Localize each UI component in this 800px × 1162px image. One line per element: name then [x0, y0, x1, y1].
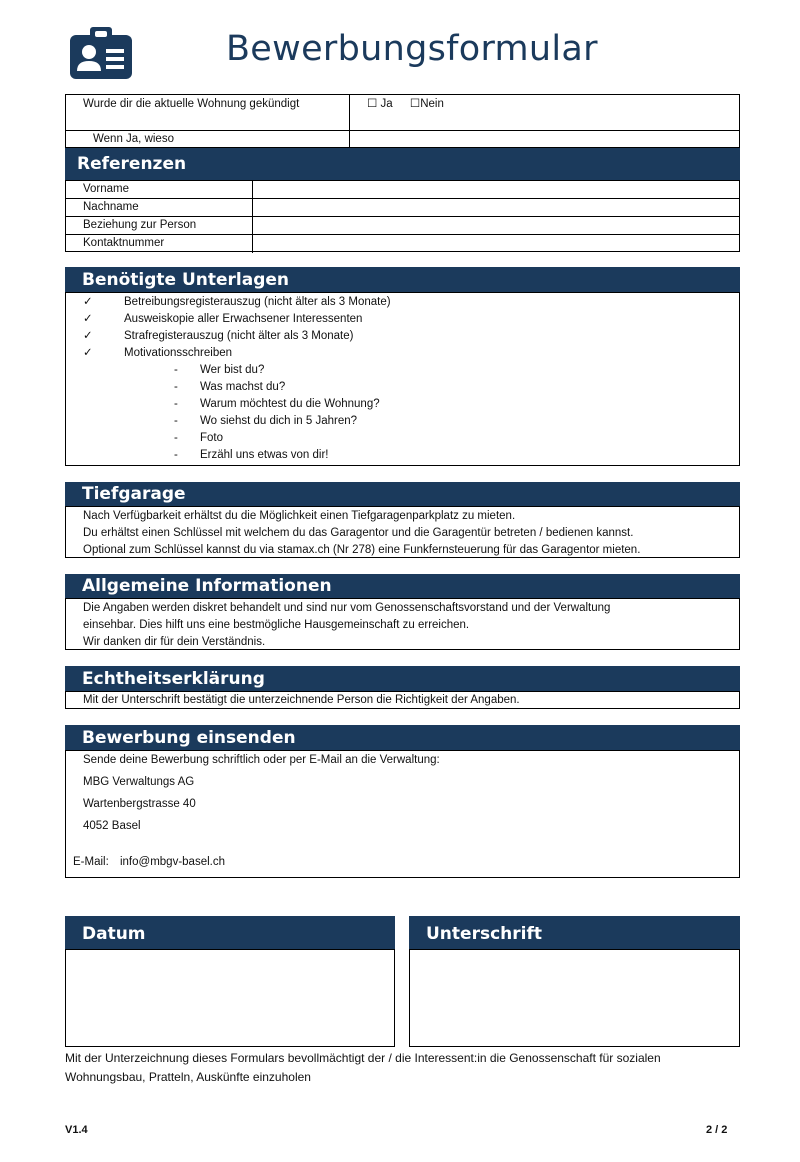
checkmark-icon: ✓ — [83, 313, 93, 325]
motivation-subitem — [66, 413, 739, 430]
einsenden-header: Bewerbung einsenden — [65, 725, 740, 750]
referenzen-label: Beziehung zur Person — [83, 219, 197, 231]
echtheit-header: Echtheitserklärung — [65, 666, 740, 691]
unterschrift-field[interactable] — [409, 949, 740, 1047]
tiefgarage-line: Optional zum Schlüssel kannst du via stamax.ch (Nr 278) eine Funkfernsteuerung für das Garagentor mieten. — [83, 544, 641, 556]
datum-field[interactable] — [65, 949, 395, 1047]
motivation-subitem — [66, 447, 739, 464]
referenzen-value-field[interactable] — [252, 235, 739, 253]
document-item-label: Ausweiskopie aller Erwachsener Interessenten — [124, 313, 363, 325]
motivation-subitem-label: Warum möchtest du die Wohnung? — [200, 398, 380, 410]
referenzen-value-field[interactable] — [252, 217, 739, 234]
allgemein-box — [65, 598, 740, 650]
einsenden-intro: Sende deine Bewerbung schriftlich oder per E-Mail an die Verwaltung: — [83, 754, 440, 766]
motivation-subitem — [66, 379, 739, 396]
referenzen-value-field[interactable] — [252, 199, 739, 216]
einsenden-box — [65, 750, 740, 878]
termination-question: Wurde dir die aktuelle Wohnung gekündigt — [83, 98, 300, 110]
checkmark-icon: ✓ — [83, 347, 93, 359]
referenzen-label: Nachname — [83, 201, 139, 213]
allgemein-line: Wir danken dir für dein Verständnis. — [83, 636, 266, 648]
company-name: MBG Verwaltungs AG — [83, 776, 195, 788]
referenzen-row — [66, 217, 739, 235]
motivation-subitem-label: Wer bist du? — [200, 364, 265, 376]
tiefgarage-box — [65, 506, 740, 558]
followup-field[interactable] — [349, 131, 739, 149]
checkbox-nein[interactable]: ☐Nein — [409, 98, 444, 110]
header — [0, 0, 800, 90]
checkbox-ja[interactable]: ☐ Ja — [367, 98, 393, 110]
referenzen-row — [66, 181, 739, 199]
checkmark-icon: ✓ — [83, 330, 93, 342]
referenzen-value-field[interactable] — [252, 181, 739, 198]
referenzen-label: Vorname — [83, 183, 130, 195]
authorization-text — [65, 1049, 661, 1087]
motivation-subitem-label: Was machst du? — [200, 381, 286, 393]
dash-bullet: - — [174, 432, 178, 444]
dash-bullet: - — [174, 381, 178, 393]
email-link[interactable]: info@mbgv-basel.ch — [119, 856, 225, 868]
followup-label: Wenn Ja, wieso — [93, 133, 174, 145]
dash-bullet: - — [174, 364, 178, 376]
authorization-line: Mit der Unterzeichnung dieses Formulars bevollmächtigt der / die Interessent:in die Genossenschaft für sozialen — [65, 1051, 661, 1065]
tiefgarage-line: Du erhältst einen Schlüssel mit welchem du das Garagentor und die Garagentür betreten / bedienen kannst. — [83, 527, 634, 539]
dash-bullet: - — [174, 449, 178, 461]
unterschrift-header: Unterschrift — [409, 916, 740, 949]
motivation-subitem-label: Erzähl uns etwas von dir! — [200, 449, 329, 461]
allgemein-line: einsehbar. Dies hilft uns eine bestmögliche Hausgemeinschaft zu erreichen. — [83, 619, 470, 631]
motivation-subitem — [66, 362, 739, 379]
echtheit-box — [65, 691, 740, 709]
unterlagen-header: Benötigte Unterlagen — [65, 267, 740, 292]
document-item-label: Strafregisterauszug (nicht älter als 3 Monate) — [124, 330, 354, 342]
city-address: 4052 Basel — [83, 820, 141, 832]
street-address: Wartenbergstrasse 40 — [83, 798, 196, 810]
allgemein-header: Allgemeine Informationen — [65, 574, 740, 598]
document-item — [66, 294, 739, 311]
motivation-subitem-label: Wo siehst du dich in 5 Jahren? — [200, 415, 358, 427]
referenzen-label: Kontaktnummer — [83, 237, 165, 249]
authorization-line: Wohnungsbau, Pratteln, Auskünfte einzuholen — [65, 1070, 311, 1084]
document-item — [66, 345, 739, 362]
allgemein-line: Die Angaben werden diskret behandelt und sind nur vom Genossenschaftsvorstand und der Verwaltung — [83, 602, 611, 614]
motivation-subitem — [66, 396, 739, 413]
echtheit-text: Mit der Unterschrift bestätigt die unterzeichnende Person die Richtigkeit der Angaben. — [83, 694, 520, 706]
unterlagen-box — [65, 292, 740, 466]
document-item — [66, 311, 739, 328]
apartment-table — [65, 94, 740, 148]
tiefgarage-line: Nach Verfügbarkeit erhältst du die Möglichkeit einen Tiefgaragenparkplatz zu mieten. — [83, 510, 516, 522]
email-label: E-Mail: — [73, 856, 109, 868]
motivation-subitem-label: Foto — [200, 432, 224, 444]
referenzen-header: Referenzen — [65, 148, 740, 180]
checkmark-icon: ✓ — [83, 296, 93, 308]
dash-bullet: - — [174, 415, 178, 427]
referenzen-row — [66, 235, 739, 253]
page-title: Bewerbungsformular — [226, 29, 598, 69]
tiefgarage-header: Tiefgarage — [65, 482, 740, 506]
datum-header: Datum — [65, 916, 395, 949]
motivation-subitem — [66, 430, 739, 447]
page-number: 2 / 2 — [706, 1124, 728, 1136]
referenzen-table — [65, 180, 740, 252]
document-item-label: Betreibungsregisterauszug (nicht älter als 3 Monate) — [124, 296, 391, 308]
version-label: V1.4 — [65, 1124, 88, 1136]
referenzen-row — [66, 199, 739, 217]
id-card-icon — [70, 27, 132, 79]
document-item — [66, 328, 739, 345]
dash-bullet: - — [174, 398, 178, 410]
document-item-label: Motivationsschreiben — [124, 347, 233, 359]
